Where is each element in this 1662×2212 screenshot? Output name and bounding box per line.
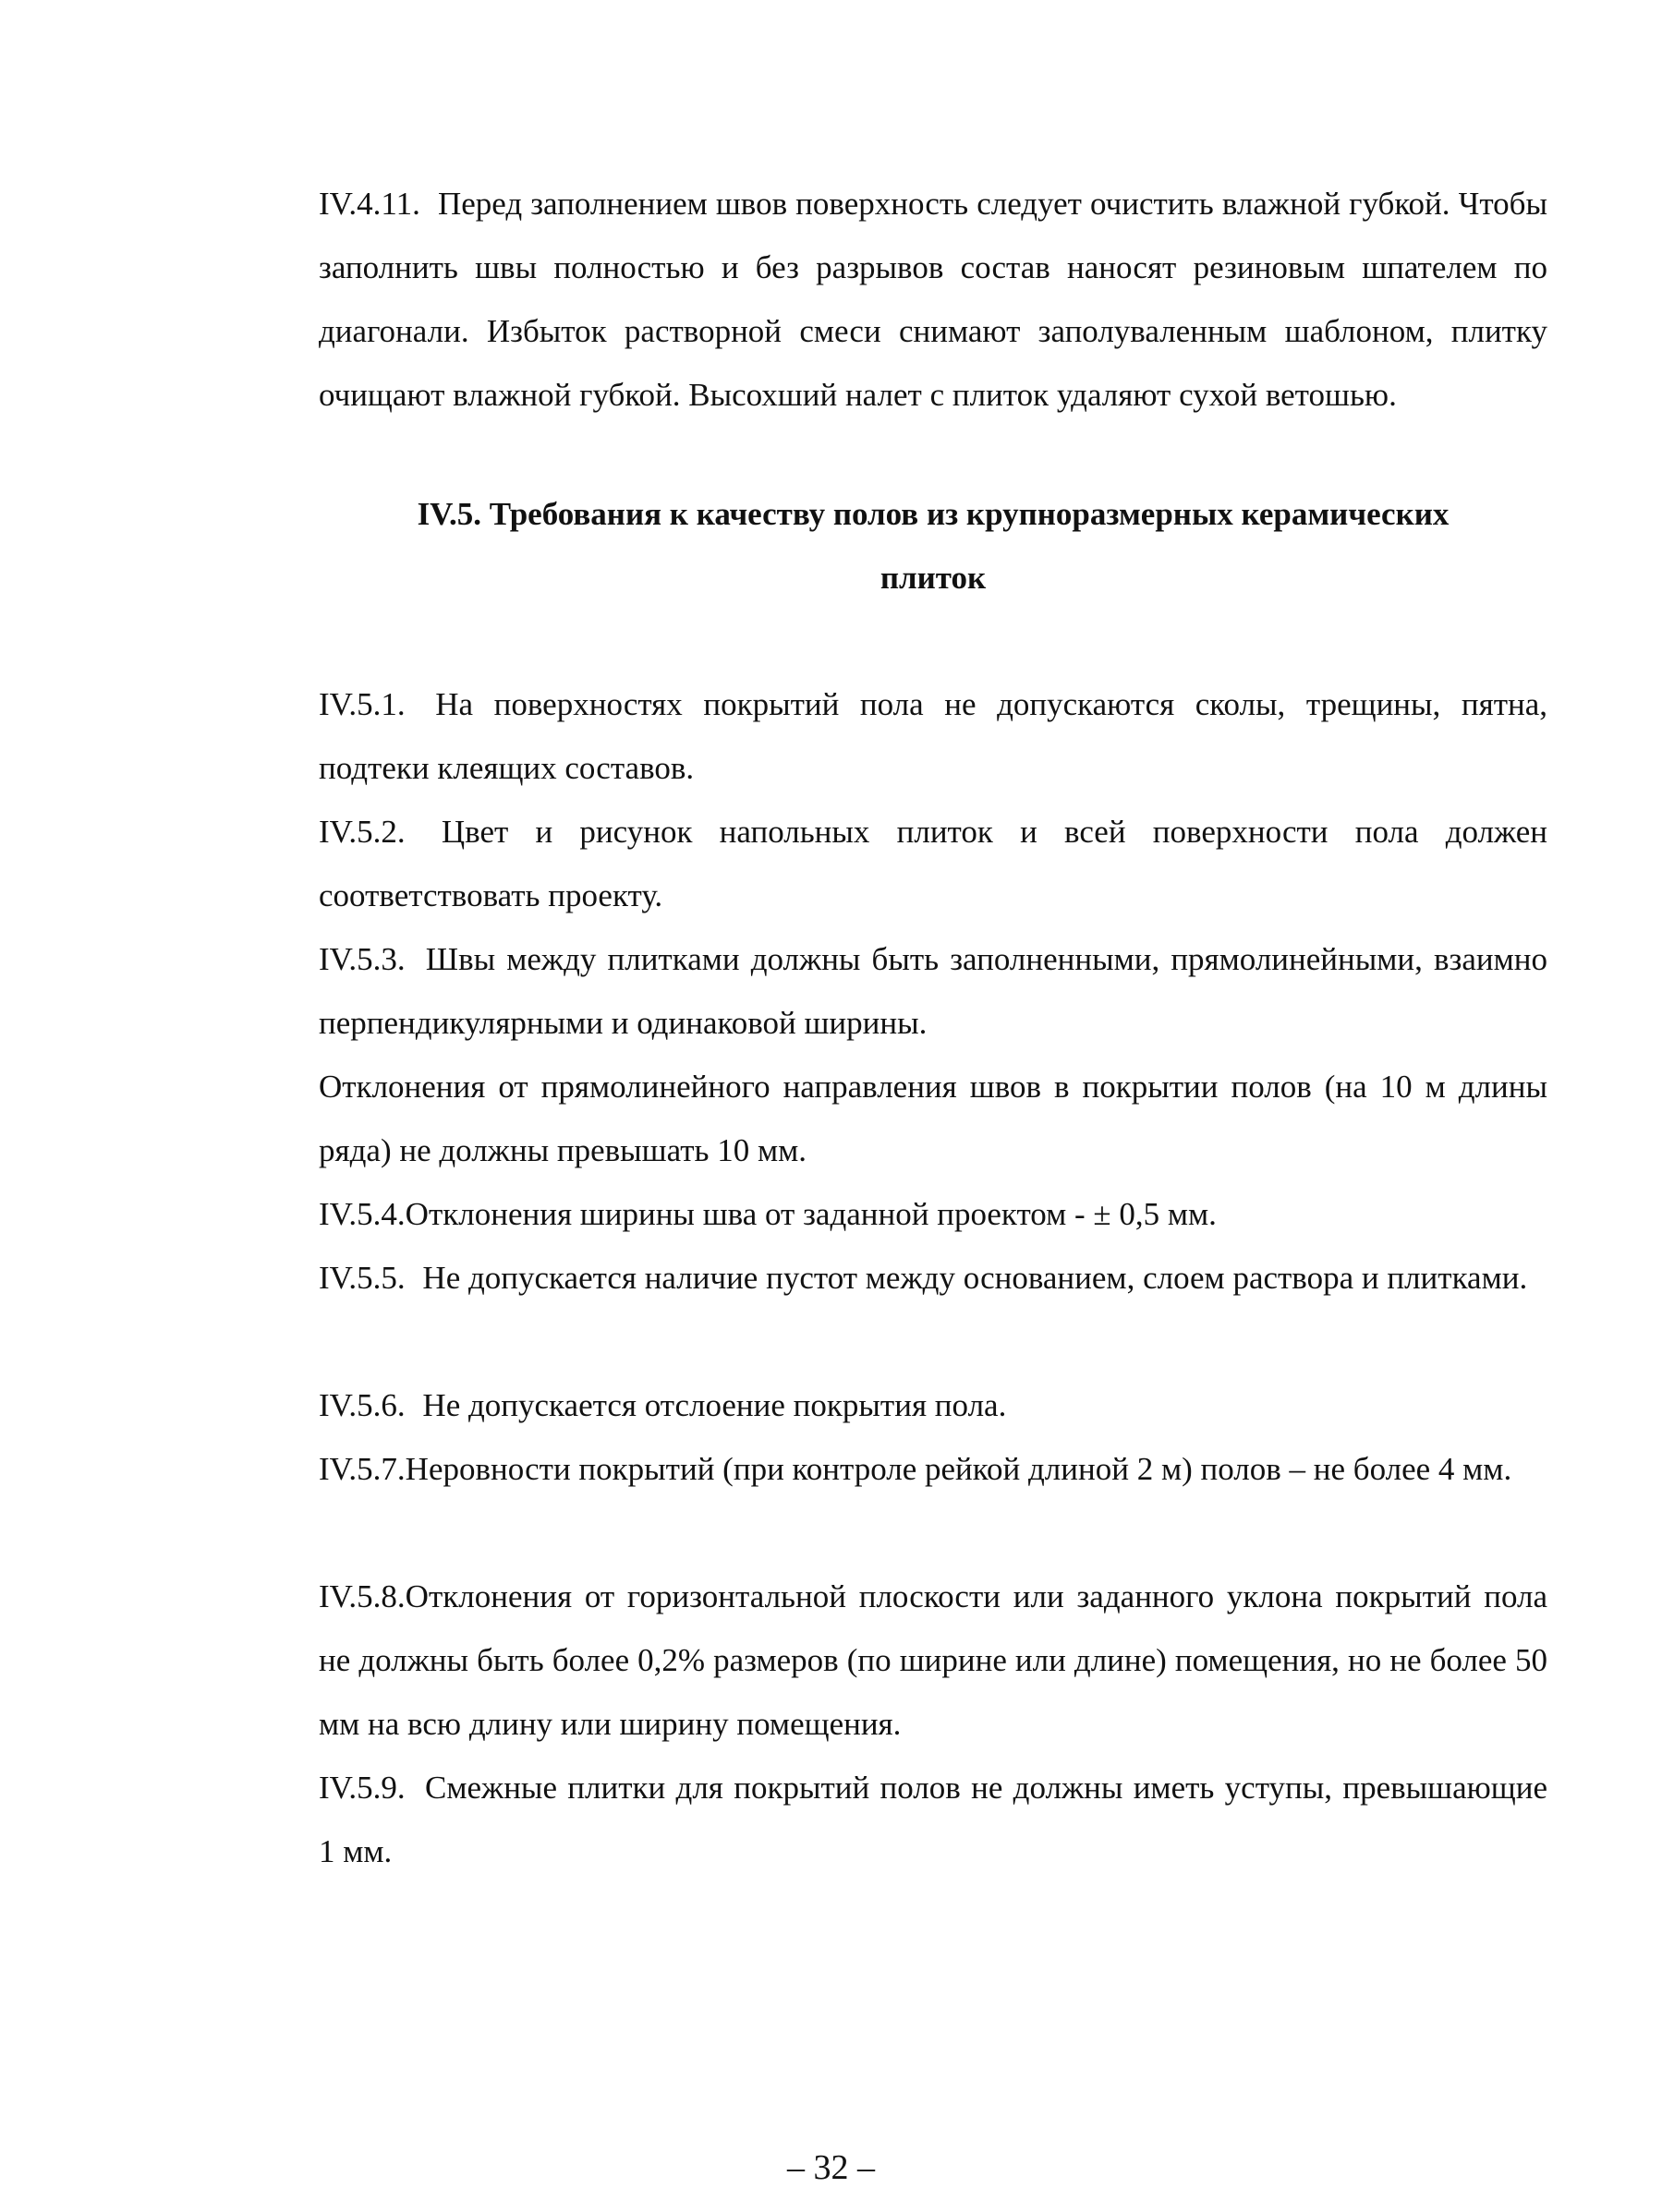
paragraph-number: IV.5.2. <box>319 814 406 850</box>
paragraph-iv-5-3 <box>319 927 1547 1055</box>
paragraph-number: IV.5.1. <box>319 686 406 722</box>
paragraph-iv-5-2 <box>319 800 1547 927</box>
paragraph-number: IV.5.3. <box>319 941 406 977</box>
paragraph-number: IV.5.8. <box>319 1578 406 1614</box>
paragraph-text: Не допускается наличие пустот между основанием, слоем раствора и плитками. <box>422 1260 1528 1296</box>
paragraph-text: Перед заполнением швов поверхность следует очистить влажной губкой. Чтобы заполнить швы полностью и без разрывов состав наносят резиновым шпателем по диагонали. Избыток растворной смеси снимают заполуваленным шаблоном, плитку очищают влажной губкой. Высохший налет с плиток удаляют сухой ветошью. <box>319 186 1548 413</box>
paragraph-number: IV.5.4. <box>319 1196 406 1232</box>
paragraph-iv-5-6 <box>319 1373 1547 1437</box>
paragraph-number: IV.4.11. <box>319 186 420 222</box>
paragraph-iv-5-1 <box>319 672 1547 800</box>
paragraph-text: Не допускается отслоение покрытия пола. <box>422 1387 1007 1423</box>
paragraph-number: IV.5.9. <box>319 1770 406 1806</box>
paragraph-text: Отклонения ширины шва от заданной проектом - ± 0,5 мм. <box>405 1196 1217 1232</box>
paragraph-text: Отклонения от горизонтальной плоскости или заданного уклона покрытий пола не должны быть более 0,2% размеров (по ширине или длине) помещения, но не более 50 мм на всю длину или ширину помещения. <box>319 1578 1547 1742</box>
paragraph-iv-5-5 <box>319 1246 1547 1310</box>
paragraph-text: Цвет и рисунок напольных плиток и всей поверхности пола должен соответствовать проекту. <box>319 814 1547 913</box>
paragraph-deviation-note <box>319 1055 1547 1182</box>
paragraph-iv-5-9 <box>319 1756 1547 1883</box>
paragraph-number: IV.5.6. <box>319 1387 406 1423</box>
paragraph-iv-4-11 <box>319 172 1547 427</box>
paragraph-iv-5-8 <box>319 1565 1547 1756</box>
paragraph-text: На поверхностях покрытий пола не допускаются сколы, трещины, пятна, подтеки клеящих составов. <box>319 686 1548 786</box>
paragraph-text: Отклонения от прямолинейного направления швов в покрытии полов (на 10 м длины ряда) не должны превышать 10 мм. <box>319 1069 1547 1168</box>
paragraph-text: Швы между плитками должны быть заполненными, прямолинейными, взаимно перпендикулярными и одинаковой ширины. <box>319 941 1548 1041</box>
page-number: – 32 – <box>787 2148 875 2187</box>
section-heading-line-2: плиток <box>880 560 987 596</box>
paragraph-iv-5-4 <box>319 1182 1547 1246</box>
paragraph-iv-5-7 <box>319 1437 1547 1501</box>
paragraph-text: Смежные плитки для покрытий полов не должны иметь уступы, превышающие 1 мм. <box>319 1770 1547 1869</box>
paragraph-number: IV.5.5. <box>319 1260 406 1296</box>
section-heading-line-1: IV.5. Требования к качеству полов из крупноразмерных керамических <box>417 496 1450 532</box>
paragraph-text: Неровности покрытий (при контроле рейкой длиной 2 м) полов – не более 4 мм. <box>405 1451 1512 1487</box>
paragraph-number: IV.5.7. <box>319 1451 406 1487</box>
